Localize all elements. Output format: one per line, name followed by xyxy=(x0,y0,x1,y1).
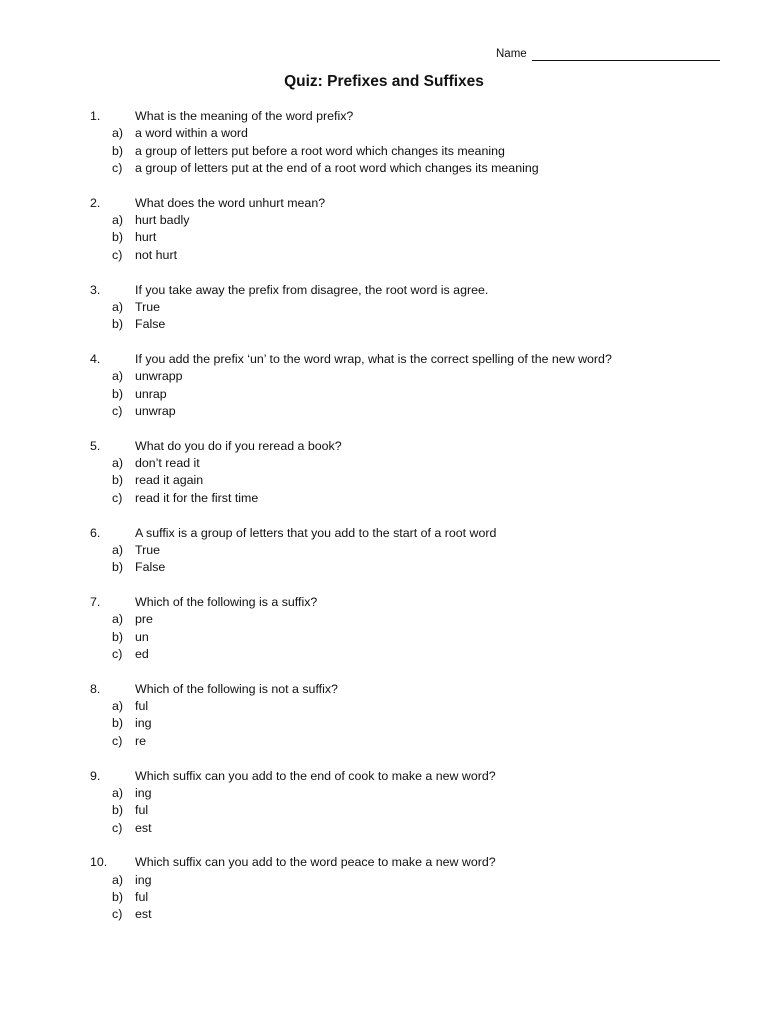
option-text: ful xyxy=(135,890,149,905)
option-letter: a) xyxy=(112,699,124,714)
answer-option xyxy=(0,542,768,559)
answer-option xyxy=(0,785,768,802)
question-number: 10. xyxy=(90,855,108,870)
question-item xyxy=(0,768,768,837)
option-text: ing xyxy=(135,716,152,731)
answer-option xyxy=(0,872,768,889)
question-list xyxy=(0,108,768,941)
option-text: ful xyxy=(135,699,149,714)
answer-option xyxy=(0,698,768,715)
option-text: False xyxy=(135,560,166,575)
question-item xyxy=(0,282,768,334)
page-title: Quiz: Prefixes and Suffixes xyxy=(284,73,484,90)
option-text: True xyxy=(135,299,161,314)
option-text: False xyxy=(135,317,166,332)
option-text: a word within a word xyxy=(135,126,248,141)
answer-option xyxy=(0,559,768,576)
option-letter: c) xyxy=(112,490,123,505)
option-text: don’t read it xyxy=(135,456,200,471)
answer-option xyxy=(0,629,768,646)
question-number: 2. xyxy=(90,195,101,210)
option-letter: c) xyxy=(112,646,123,661)
option-letter: a) xyxy=(112,872,124,887)
answer-option xyxy=(0,802,768,819)
answer-option xyxy=(0,733,768,750)
answer-option xyxy=(0,368,768,385)
option-letter: b) xyxy=(112,386,124,401)
answer-option xyxy=(0,386,768,403)
question-line xyxy=(0,594,768,611)
option-letter: b) xyxy=(112,890,124,905)
option-text: unrap xyxy=(135,386,167,401)
option-text: ing xyxy=(135,785,152,800)
name-field xyxy=(496,47,720,61)
answer-option xyxy=(0,316,768,333)
question-line xyxy=(0,108,768,125)
question-line xyxy=(0,854,768,871)
question-item xyxy=(0,195,768,264)
answer-option xyxy=(0,820,768,837)
question-item xyxy=(0,438,768,507)
option-text: unwrapp xyxy=(135,369,183,384)
answer-option xyxy=(0,143,768,160)
name-label: Name xyxy=(496,48,527,60)
question-number: 1. xyxy=(90,109,101,123)
answer-option xyxy=(0,906,768,923)
question-number: 8. xyxy=(90,681,101,696)
question-text: A suffix is a group of letters that you add to the start of a root word xyxy=(135,525,497,540)
option-text: read it for the first time xyxy=(135,490,259,505)
question-number: 6. xyxy=(90,525,101,540)
option-letter: a) xyxy=(112,542,124,557)
option-letter: c) xyxy=(112,403,123,418)
option-letter: c) xyxy=(112,733,123,748)
option-letter: a) xyxy=(112,456,124,471)
question-number: 9. xyxy=(90,768,101,783)
question-line xyxy=(0,681,768,698)
option-letter: a) xyxy=(112,126,124,141)
question-number: 4. xyxy=(90,352,101,367)
question-line xyxy=(0,282,768,299)
option-letter: c) xyxy=(112,820,123,835)
option-text: est xyxy=(135,820,152,835)
answer-option xyxy=(0,490,768,507)
option-letter: c) xyxy=(112,247,123,262)
option-letter: b) xyxy=(112,473,124,488)
question-number: 3. xyxy=(90,282,101,297)
option-text: read it again xyxy=(135,473,204,488)
option-text: a group of letters put at the end of a root word which changes its meaning xyxy=(135,160,539,175)
option-text: ing xyxy=(135,872,152,887)
option-text: hurt badly xyxy=(135,213,190,228)
option-text: hurt xyxy=(135,230,157,245)
question-line xyxy=(0,525,768,542)
answer-option xyxy=(0,715,768,732)
option-text: unwrap xyxy=(135,403,176,418)
question-item xyxy=(0,854,768,923)
option-letter: b) xyxy=(112,317,124,332)
option-letter: a) xyxy=(112,785,124,800)
question-text: If you take away the prefix from disagree, the root word is agree. xyxy=(135,282,489,297)
answer-option xyxy=(0,160,768,177)
answer-option xyxy=(0,403,768,420)
question-number: 5. xyxy=(90,438,101,453)
question-number: 7. xyxy=(90,595,101,610)
question-line xyxy=(0,438,768,455)
answer-option xyxy=(0,889,768,906)
option-text: est xyxy=(135,907,152,922)
option-letter: a) xyxy=(112,213,124,228)
option-letter: a) xyxy=(112,299,124,314)
option-letter: c) xyxy=(112,160,123,175)
option-letter: b) xyxy=(112,629,124,644)
question-item xyxy=(0,108,768,177)
answer-option xyxy=(0,125,768,142)
question-text: Which suffix can you add to the word peace to make a new word? xyxy=(135,855,496,870)
option-letter: a) xyxy=(112,369,124,384)
option-text: ful xyxy=(135,803,149,818)
option-text: not hurt xyxy=(135,247,178,262)
option-letter: a) xyxy=(112,612,124,627)
option-text: True xyxy=(135,542,161,557)
option-letter: c) xyxy=(112,907,123,922)
question-text: What do you do if you reread a book? xyxy=(135,438,342,453)
question-item xyxy=(0,525,768,577)
question-item xyxy=(0,594,768,663)
question-line xyxy=(0,351,768,368)
option-text: pre xyxy=(135,612,153,627)
option-letter: b) xyxy=(112,143,124,158)
question-text: Which suffix can you add to the end of cook to make a new word? xyxy=(135,768,496,783)
answer-option xyxy=(0,212,768,229)
question-text: If you add the prefix ‘un’ to the word wrap, what is the correct spelling of the new word? xyxy=(135,352,612,367)
name-blank-line xyxy=(532,49,720,61)
answer-option xyxy=(0,472,768,489)
question-line xyxy=(0,195,768,212)
option-text: ed xyxy=(135,646,149,661)
option-text: re xyxy=(135,733,147,748)
question-text: What is the meaning of the word prefix? xyxy=(135,109,354,123)
answer-option xyxy=(0,611,768,628)
option-letter: b) xyxy=(112,560,124,575)
option-letter: b) xyxy=(112,716,124,731)
option-letter: b) xyxy=(112,803,124,818)
question-text: Which of the following is a suffix? xyxy=(135,595,318,610)
option-letter: b) xyxy=(112,230,124,245)
question-text: Which of the following is not a suffix? xyxy=(135,681,338,696)
question-item xyxy=(0,681,768,750)
question-item xyxy=(0,351,768,420)
answer-option xyxy=(0,646,768,663)
answer-option xyxy=(0,299,768,316)
option-text: un xyxy=(135,629,149,644)
answer-option xyxy=(0,247,768,264)
question-line xyxy=(0,768,768,785)
option-text: a group of letters put before a root word which changes its meaning xyxy=(135,143,505,158)
answer-option xyxy=(0,229,768,246)
answer-option xyxy=(0,455,768,472)
question-text: What does the word unhurt mean? xyxy=(135,195,326,210)
